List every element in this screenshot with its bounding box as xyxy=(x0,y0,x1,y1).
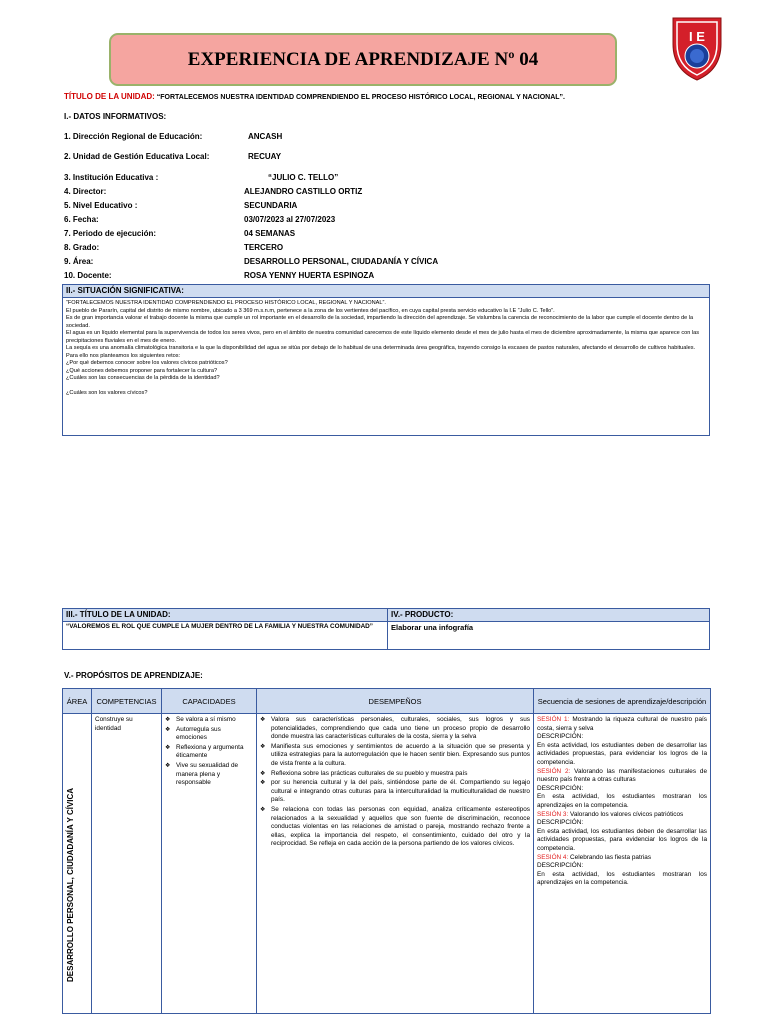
sesion-block xyxy=(537,854,707,888)
school-crest-logo xyxy=(667,14,727,82)
situacion-heading: II.- SITUACIÓN SIGNIFICATIVA: xyxy=(63,285,709,298)
sesion-title: Valorando las manifestaciones culturales de nuestro país frente a otras culturas xyxy=(537,767,707,784)
datos-label: 7. Periodo de ejecución: xyxy=(64,229,157,238)
datos-label: 1. Dirección Regional de Educación: xyxy=(64,132,203,141)
sesiones-cell xyxy=(534,714,711,1014)
sesion-desc: En esta actividad, los estudiantes deben de desarrollar las actividades propuestas, para evidenciar los logros de la competencia. xyxy=(537,741,707,766)
col-header-capacidades: CAPACIDADES xyxy=(162,689,257,714)
datos-value: 03/07/2023 al 27/07/2023 xyxy=(244,215,336,224)
datos-row xyxy=(64,201,298,210)
datos-label: 4. Director: xyxy=(64,187,107,196)
desempeno-item: ❖ Valora sus características personales, culturales, sociales, sus logros y sus potencialidades, comprendiendo que cada uno tiene un proceso propio de desarrollo donde muestra las características culturales de la costa, sierra y la selva xyxy=(260,716,530,742)
situacion-paragraph: El pueblo de Pararín, capital del distrito de mismo nombre, ubicado a 3 369 m.s.n.m, pertenece a la zona de los vertientes del pacífico, en cuya capital presta servicio educativo la I.E “Julio C. Tello”. xyxy=(66,307,555,314)
datos-value: SECUNDARIA xyxy=(244,201,298,210)
col-header-desempenos: DESEMPEÑOS xyxy=(257,689,534,714)
datos-label: 9. Área: xyxy=(64,257,94,266)
datos-heading: I.- DATOS INFORMATIVOS: xyxy=(64,112,167,121)
situacion-paragraph: ¿Cuáles son los valores cívicos? xyxy=(66,390,148,396)
sesion-label: SESIÓN 3: xyxy=(537,810,569,818)
situacion-paragraph: “FORTALECEMOS NUESTRA IDENTIDAD COMPRENDIENDO EL PROCESO HISTÓRICO LOCAL, REGIONAL Y NACIONAL”. xyxy=(66,300,386,306)
unit-product-table xyxy=(62,608,710,650)
datos-row xyxy=(64,187,363,196)
datos-label: 8. Grado: xyxy=(64,243,100,252)
datos-row xyxy=(64,215,336,224)
area-cell xyxy=(63,714,92,1014)
sesion-label: SESIÓN 1: xyxy=(537,716,570,723)
sesion-desc-label: DESCRIPCIÓN: xyxy=(537,784,584,792)
situacion-paragraph: La sequía es una anomalía climatológica transitoria e la que la disponibilidad del agua se sitúa por debajo de lo habitual de una determinada área geográfica, trayendo consigo la escases de pastos naturales, afectando el desarrollo de cultivos habituales. Para ello nos planteamos los siguientes retos: xyxy=(66,345,696,359)
capacidades-cell xyxy=(162,714,257,1014)
document-title: EXPERIENCIA DE APRENDIZAJE Nº 04 xyxy=(187,48,539,70)
datos-value: ROSA YENNY HUERTA ESPINOZA xyxy=(244,271,375,280)
titulo-unidad-heading: III.- TÍTULO DE LA UNIDAD: xyxy=(63,609,388,622)
datos-row xyxy=(64,271,375,280)
datos-row xyxy=(64,132,283,141)
sesion-label: SESIÓN 2: xyxy=(537,767,571,775)
sesion-block xyxy=(537,716,707,768)
situacion-paragraph xyxy=(66,383,706,391)
sesion-desc: En esta actividad, los estudiantes mostraran los aprendizajes en la competencia. xyxy=(537,793,707,809)
datos-value: ALEJANDRO CASTILLO ORTIZ xyxy=(244,187,363,196)
datos-row xyxy=(64,229,296,238)
datos-value: ANCASH xyxy=(248,132,283,141)
sesion-title: Celebrando las fiesta patrias xyxy=(570,853,652,861)
capacidad-item: ❖ Autorregula sus emociones xyxy=(165,726,253,743)
sesion-desc-label: DESCRIPCIÓN: xyxy=(537,819,584,827)
desempenos-cell xyxy=(257,714,534,1014)
document-title-box xyxy=(109,33,617,86)
datos-value: “JULIO C. TELLO” xyxy=(268,173,339,182)
datos-row xyxy=(64,173,339,182)
competencia-cell: Construye su identidad xyxy=(92,714,162,1014)
sesion-block xyxy=(537,768,707,811)
situacion-body xyxy=(63,298,709,400)
desempeno-item: ❖ por su herencia cultural y la del país, sintiéndose parte de él. Compartiendo su legajo cultural e integrando otras culturas para la interculturalidad la multiculturalidad de nuestro país. xyxy=(260,779,530,805)
col-header-area: ÁREA xyxy=(63,689,92,714)
titulo-unidad-value: “VALOREMOS EL ROL QUE CUMPLE LA MUJER DENTRO DE LA FAMILIA Y NUESTRA COMUNIDAD” xyxy=(63,622,388,650)
desempeno-item: ❖ Manifiesta sus emociones y sentimientos de acuerdo a la situación que se presenta y utiliza estrategias para la autorregulación que le hacen sentir bien. Expresando sus puntos de vista frente a la cultura. xyxy=(260,743,530,769)
datos-row xyxy=(64,257,439,266)
area-vertical-label: DESARROLLO PERSONAL, CIUDADANÍA Y CÍVICA xyxy=(66,788,75,983)
situacion-paragraph: ¿Por qué debemos conocer sobre los valores cívicos patrióticos? xyxy=(66,360,228,366)
capacidad-item: ❖ Vive su sexualidad de manera plena y responsable xyxy=(165,762,253,788)
datos-value: RECUAY xyxy=(248,152,282,161)
unit-title-value: “FORTALECEMOS NUESTRA IDENTIDAD COMPRENDIENDO EL PROCESO HISTÓRICO LOCAL, REGIONAL Y NACIONAL”. xyxy=(156,94,565,101)
datos-label: 6. Fecha: xyxy=(64,215,99,224)
situacion-paragraph: Es de gran importancia valorar el trabajo docente la misma que cumple un rol importante en el desarrollo de la sociedad, impartiendo la dirección del aprendizaje. Se vislumbra la carencia de reconocimiento de la labor que cumple el docente dentro de la sociedad. xyxy=(66,315,694,329)
datos-value: TERCERO xyxy=(244,243,284,252)
desempeno-item: ❖ Reflexiona sobre las prácticas culturales de su pueblo y muestra país xyxy=(260,770,530,779)
producto-value: Elaborar una infografía xyxy=(388,622,710,650)
situacion-paragraph: El agua es un líquido elemental para la supervivencia de todos los seres vivos, pero en el ámbito de nuestra comunidad carecemos de este líquido elemento desde el mes de julio hasta el mes de diciembre aproximadamente, la misma que aparece con las precipitaciones fluviales en el mes de enero. xyxy=(66,330,700,344)
datos-row xyxy=(64,152,282,161)
sesion-title: Mostrando la riqueza cultural de nuestro país costa, sierra y selva xyxy=(537,716,707,732)
datos-label: 5. Nivel Educativo : xyxy=(64,201,138,210)
sesion-title: Valorando los valores cívicos patrióticos xyxy=(570,810,684,818)
datos-value: DESARROLLO PERSONAL, CIUDADANÍA Y CÍVICA xyxy=(244,257,439,266)
datos-label: 10. Docente: xyxy=(64,271,112,280)
col-header-competencias: COMPETENCIAS xyxy=(92,689,162,714)
sesion-desc-label: DESCRIPCIÓN: xyxy=(537,733,584,741)
propositos-heading: V.- PROPÓSITOS DE APRENDIZAJE: xyxy=(64,671,203,680)
datos-label: 3. Institución Educativa : xyxy=(64,173,159,182)
situacion-paragraph: ¿Qué acciones debemos proponer para fortalecer la cultura? xyxy=(66,367,218,374)
capacidad-item: ❖ Reflexiona y argumenta éticamente xyxy=(165,744,253,761)
desempeno-item: ❖ Se relaciona con todas las personas con equidad, analiza críticamente estereotipos relacionados a la sexualidad y aquellos que son fuente de discriminación, reconoce conductas violentas en las relaciones de amistad o pareja, mostrando rechazo frente a ellas, explica la importancia del respeto, el consentimiento, cuidado del otro y la reciprocidad. Se refleja en cada acción de la persona partiendo de los valores cívicos. xyxy=(260,806,530,849)
producto-heading: IV.- PRODUCTO: xyxy=(388,609,710,622)
situacion-paragraph: ¿Cuáles son las consecuencias de la pérdida de la identidad? xyxy=(66,375,220,381)
capacidad-item: ❖ Se valora a sí mismo xyxy=(165,716,253,725)
sesion-desc: En esta actividad, los estudiantes mostraran los aprendizajes en la competencia. xyxy=(537,870,707,887)
sesion-desc: En esta actividad, los estudiantes deben de desarrollar las actividades propuestas, para evidenciar los logros de la competencia. xyxy=(537,827,707,852)
svg-text:I E: I E xyxy=(689,29,705,44)
unit-title-line xyxy=(64,92,565,101)
sesion-block xyxy=(537,811,707,854)
datos-row xyxy=(64,243,284,252)
propositos-table xyxy=(62,688,711,1014)
unit-title-label: TÍTULO DE LA UNIDAD: xyxy=(64,92,155,101)
sesion-label: SESIÓN 4: xyxy=(537,853,569,861)
sesion-desc-label: DESCRIPCIÓN: xyxy=(537,862,584,870)
datos-value: 04 SEMANAS xyxy=(244,229,296,238)
situacion-box xyxy=(62,284,710,436)
col-header-sesiones: Secuencia de sesiones de aprendizaje/descripción xyxy=(534,689,711,714)
datos-label: 2. Unidad de Gestión Educativa Local: xyxy=(64,152,210,161)
